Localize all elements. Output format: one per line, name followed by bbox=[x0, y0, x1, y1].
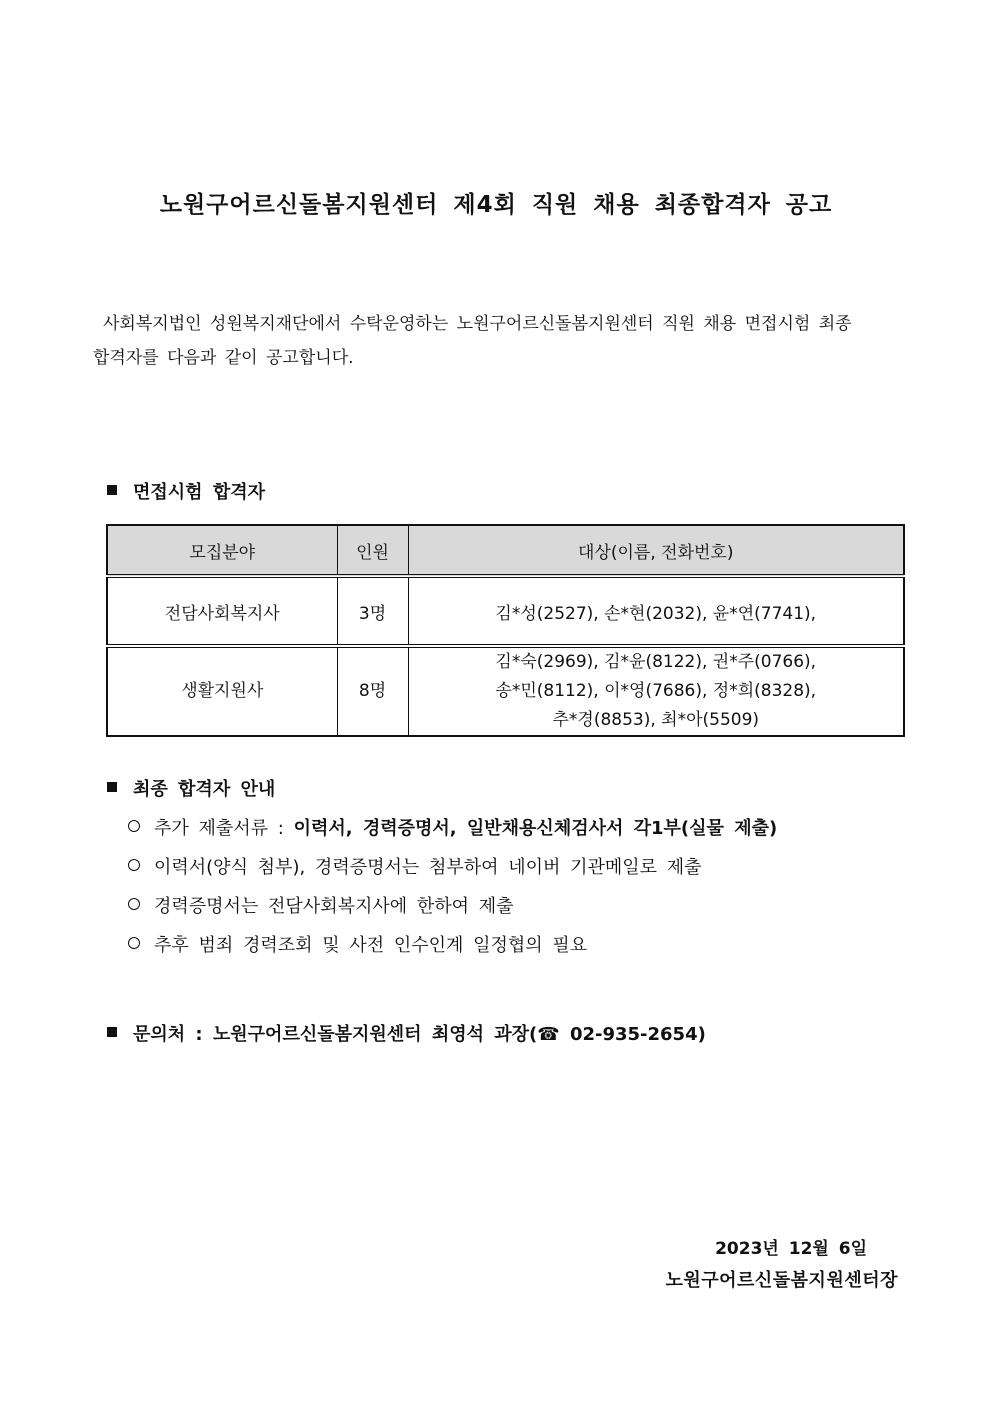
circle-bullet-icon bbox=[128, 937, 140, 949]
header-field: 모집분야 bbox=[107, 525, 337, 576]
row-targets bbox=[408, 576, 904, 646]
guide-item-check bbox=[128, 931, 587, 957]
row-count: 8명 bbox=[337, 646, 408, 736]
contact-info bbox=[107, 1020, 706, 1046]
section-heading-interview-label: 면접시험 합격자 bbox=[133, 482, 265, 503]
intro-line-1: 사회복지법인 성원복지재단에서 수탁운영하는 노원구어르신돌봄지원센터 직원 채용 면접시험 최종 bbox=[103, 314, 852, 334]
row-field: 생활지원사 bbox=[107, 646, 337, 736]
header-target: 대상(이름, 전화번호) bbox=[408, 525, 904, 576]
guide-item-career bbox=[128, 892, 514, 918]
row-target-line: 추*경(8853), 최*아(5509) bbox=[552, 710, 760, 730]
guide-item-text: 경력증명서는 전담사회복지사에 한하여 제출 bbox=[154, 896, 514, 917]
row-field: 전담사회복지사 bbox=[107, 576, 337, 646]
intro-paragraph bbox=[93, 307, 913, 375]
circle-bullet-icon bbox=[128, 820, 140, 832]
guide-item-prefix: 추가 제출서류 : bbox=[154, 818, 294, 839]
row-target-line: 김*숙(2969), 김*윤(8122), 권*주(0766), bbox=[495, 652, 817, 672]
header-count: 인원 bbox=[337, 525, 408, 576]
square-bullet-icon bbox=[107, 485, 117, 495]
section-heading-final-label: 최종 합격자 안내 bbox=[133, 779, 276, 800]
phone-icon: ☎ bbox=[537, 1024, 560, 1045]
section-heading-final bbox=[107, 775, 275, 801]
table-row bbox=[107, 576, 904, 646]
row-targets bbox=[408, 646, 904, 736]
intro-line-2: 합격자를 다음과 같이 공고합니다. bbox=[93, 348, 354, 368]
guide-item-text: 이력서(양식 첨부), 경력증명서는 첨부하여 네이버 기관메일로 제출 bbox=[154, 857, 702, 878]
row-count: 3명 bbox=[337, 576, 408, 646]
guide-item-bold: 이력서, 경력증명서, 일반채용신체검사서 각1부(실물 제출) bbox=[293, 818, 778, 839]
row-target-line: 송*민(8112), 이*영(7686), 정*희(8328), bbox=[495, 681, 817, 701]
row-target-line: 김*성(2527), 손*현(2032), 윤*연(7741), bbox=[495, 603, 817, 624]
guide-item-documents bbox=[128, 814, 777, 840]
contact-prefix: 문의처 : 노원구어르신돌봄지원센터 최영석 과장( bbox=[133, 1024, 538, 1045]
notice-date: 2023년 12월 6일 bbox=[715, 1239, 867, 1259]
circle-bullet-icon bbox=[128, 898, 140, 910]
notice-signer: 노원구어르신돌봄지원센터장 bbox=[665, 1270, 898, 1291]
table-row bbox=[107, 646, 904, 736]
square-bullet-icon bbox=[107, 782, 117, 792]
guide-item-text: 추후 범죄 경력조회 및 사전 인수인계 일정협의 필요 bbox=[154, 935, 588, 956]
page-title: 노원구어르신돌봄지원센터 제4회 직원 채용 최종합격자 공고 bbox=[159, 192, 833, 218]
circle-bullet-icon bbox=[128, 859, 140, 871]
results-table bbox=[106, 524, 905, 737]
table-header-row bbox=[107, 525, 904, 576]
section-heading-interview bbox=[107, 478, 265, 504]
guide-item-email bbox=[128, 853, 702, 879]
contact-phone: 02-935-2654) bbox=[559, 1024, 706, 1045]
square-bullet-icon bbox=[107, 1027, 117, 1037]
